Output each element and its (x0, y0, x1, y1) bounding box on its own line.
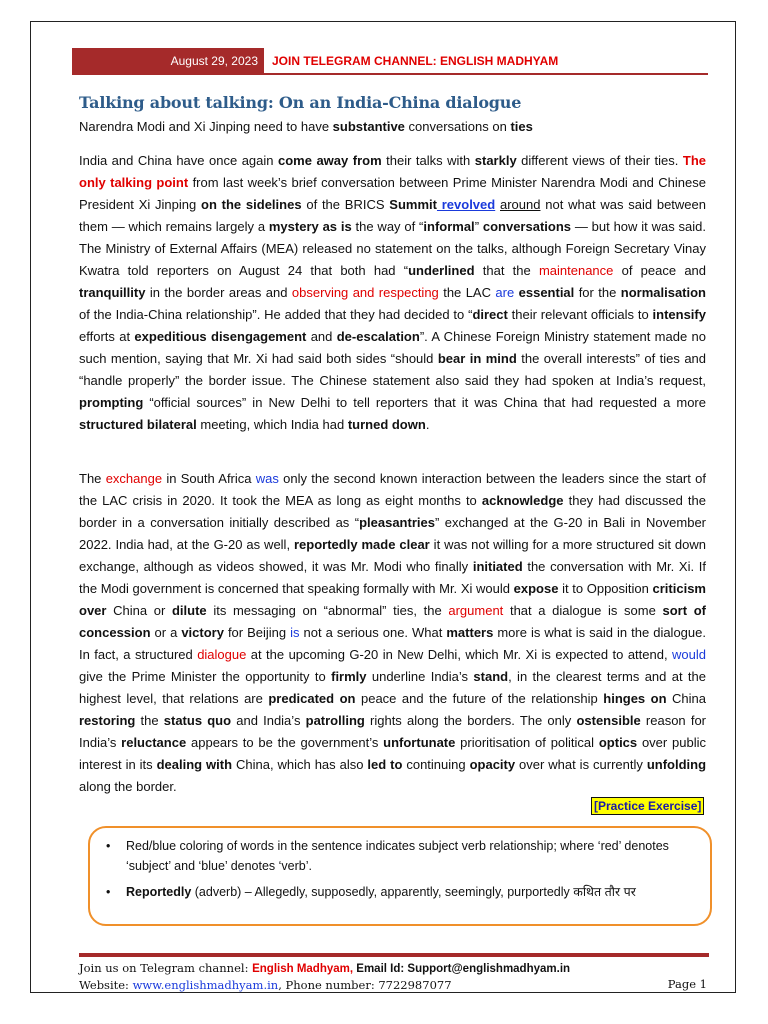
article-paragraph-1: India and China have once again come away from their talks with starkly different views of their ties. The only talking point from last week’s brief conversation between Prime Minister Narendra Modi and Chinese President Xi Jinping on the sidelines of the BRICS Summit revolved around not what was said between them — which remains largely a mystery as is the way of “informal” conversations — but how it was said. The Ministry of External Affairs (MEA) released no statement on the talks, although Foreign Secretary Vinay Kwatra told reporters on August 24 that both had “underlined that the maintenance of peace and tranquillity in the border areas and observing and respecting the LAC are essential for the normalisation of the India-China relationship”. He added that they had decided to “direct their relevant officials to intensify efforts at expeditious disengagement and de-escalation”. A Chinese Foreign Ministry statement made no such mention, saying that Mr. Xi had said both sides “should bear in mind the overall interests” of ties and “handle properly” the border issue. The Chinese statement also said they had spoken at India’s request, prompting “official sources” in New Delhi to tell reporters that it was China that had requested a more structured bilateral meeting, which India had turned down. (79, 153, 707, 432)
page-number: Page 1 (667, 977, 707, 991)
footer-line-2 (79, 977, 709, 993)
footer-line-1 (79, 960, 709, 977)
footer (79, 960, 709, 993)
article-paragraph-2: The exchange in South Africa was only the second known interaction between the leaders since the start of the LAC crisis in 2020. It took the MEA as long as eight months to acknowledge they had discussed the border in a conversation initially described as “pleasantries” exchanged at the G-20 in Bali in November 2022. India had, at the G-20 as well, reportedly made clear it was not willing for a more structured sit down exchange, although as videos showed, it was Mr. Modi who finally initiated the conversation with Mr. Xi. If the Modi government is concerned that speaking formally with Mr. Xi would expose it to Opposition criticism over China or dilute its messaging on “abnormal” ties, the argument that a dialogue is some sort of concession or a victory for Beijing is not a serious one. What matters more is what is said in the dialogue. In fact, a structured dialogue at the upcoming G-20 in New Delhi, which Mr. Xi is expected to attend, would give the Prime Minister the opportunity to firmly underline India’s stand, in the clearest terms and at the highest level, that relations are predicated on peace and the future of the relationship hinges on China restoring the status quo and India’s patrolling rights along the borders. The only ostensible reason for India’s reluctance appears to be the government’s unfortunate prioritisation of political optics over public interest in its dealing with China, which has also led to continuing opacity over what is currently unfolding along the border. (79, 471, 707, 794)
subtitle-text: Narendra Modi and Xi Jinping need to have (79, 119, 333, 134)
note-bold: Reportedly (126, 885, 192, 899)
notes-list (104, 836, 694, 908)
header-date: August 29, 2023 (72, 48, 264, 75)
notes-box (88, 826, 712, 926)
note-text: (adverb) – Allegedly, supposedly, apparently, seemingly, purportedly कथित तौर पर (191, 885, 636, 899)
telegram-banner[interactable]: JOIN TELEGRAM CHANNEL: ENGLISH MADHYAM (264, 48, 708, 75)
article-title: Talking about talking: On an India-China dialogue (79, 93, 522, 112)
subtitle-bold-ties: ties (510, 119, 533, 134)
article-subtitle (79, 119, 533, 134)
note-text: Red/blue coloring of words in the sentence indicates subject verb relationship; where ‘red’ denotes ‘subject’ and ‘blue’ denotes ‘verb’. (126, 839, 669, 873)
bullet-icon: • (106, 839, 111, 853)
footer-email[interactable]: Email Id: Support@englishmadhyam.in (353, 963, 571, 975)
practice-exercise-link[interactable]: [Practice Exercise] (591, 797, 704, 815)
subtitle-text-mid: conversations on (404, 119, 511, 134)
header-bar (72, 48, 708, 75)
bullet-icon: • (106, 885, 111, 899)
footer-website-link[interactable]: www.englishmadhyam.in (132, 978, 279, 992)
footer-channel-link[interactable]: English Madhyam, (252, 963, 354, 975)
footer-join-text: Join us on Telegram channel: (79, 961, 253, 975)
subtitle-bold-substantive: substantive (332, 119, 405, 134)
note-item (104, 836, 694, 876)
footer-divider (79, 953, 709, 957)
practice-exercise-wrap (591, 797, 704, 815)
note-item (104, 882, 694, 902)
footer-website-label: Website: (79, 978, 133, 992)
footer-phone: , Phone number: 7722987077 (278, 978, 452, 992)
